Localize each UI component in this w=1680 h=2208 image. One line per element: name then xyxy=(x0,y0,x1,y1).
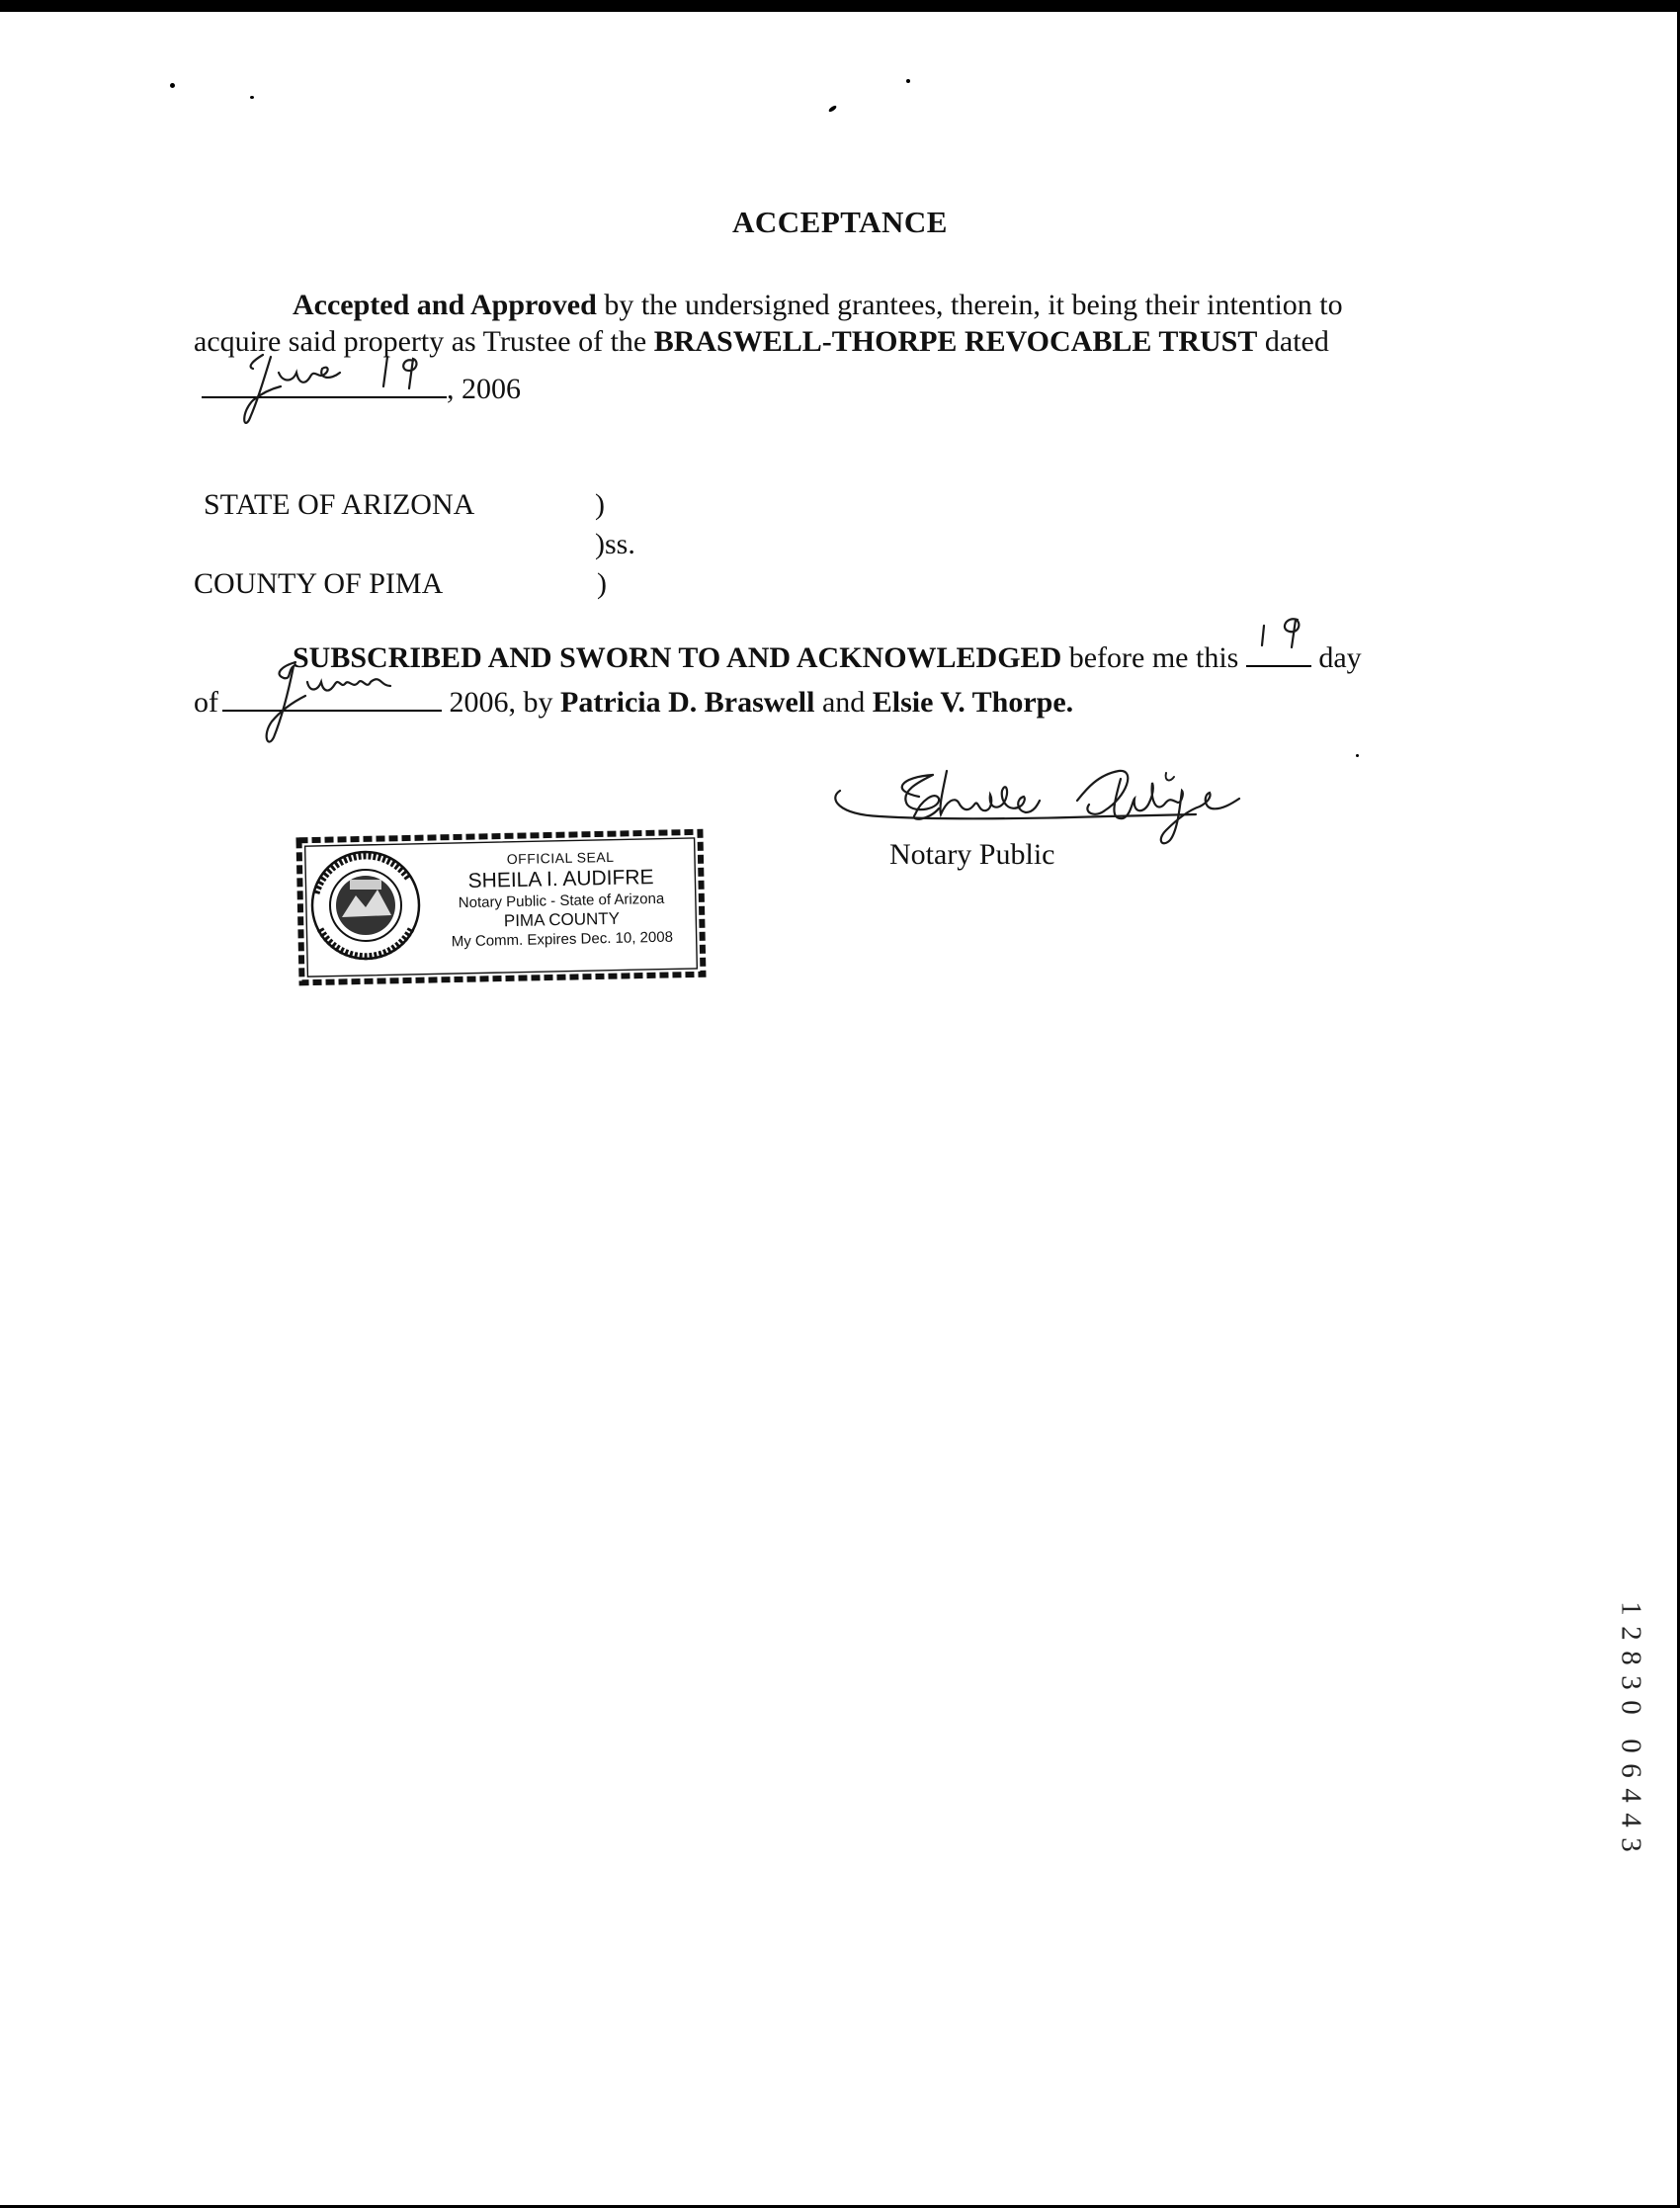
notary-public-caption: Notary Public xyxy=(889,838,1055,871)
seal-commission-expiry: My Comm. Expires Dec. 10, 2008 xyxy=(451,928,674,951)
day-handwriting xyxy=(1246,612,1325,661)
month-handwriting xyxy=(222,656,450,755)
scan-speck xyxy=(170,83,175,88)
scan-speck xyxy=(906,79,910,83)
jurat-text-1: before me this xyxy=(1061,641,1246,674)
jurat-line-2 xyxy=(194,682,1073,721)
trust-name: BRASWELL-THORPE REVOCABLE TRUST xyxy=(653,325,1258,358)
margin-number-digit: 1 xyxy=(1615,1601,1647,1616)
venue-state-paren: ) xyxy=(595,488,605,521)
scan-speck xyxy=(1356,754,1359,757)
jurat-line-1 xyxy=(293,637,1362,676)
venue-state: STATE OF ARIZONA xyxy=(204,488,475,521)
jurat-text-2: day xyxy=(1310,641,1362,674)
margin-number-digit: 3 xyxy=(1615,1675,1647,1690)
acceptance-line-3 xyxy=(202,369,521,407)
seal-county: PIMA COUNTY xyxy=(503,908,621,931)
acceptance-text-2: acquire said property as Trustee of the xyxy=(194,325,654,358)
person-1: Patricia D. Braswell xyxy=(560,686,815,719)
date-blank xyxy=(202,369,447,398)
margin-number-digit: 6 xyxy=(1615,1763,1647,1778)
margin-number-digit: 8 xyxy=(1615,1651,1647,1665)
seal-notary-name: SHEILA I. AUDIFRE xyxy=(467,866,654,893)
venue-county-paren: ) xyxy=(597,567,607,600)
person-2: Elsie V. Thorpe. xyxy=(872,686,1074,719)
jurat-lead: SUBSCRIBED AND SWORN TO AND ACKNOWLEDGED xyxy=(293,641,1062,674)
jurat-and: and xyxy=(814,686,873,719)
month-blank xyxy=(222,682,442,712)
scan-speck xyxy=(828,105,838,113)
seal-text-block xyxy=(410,847,713,952)
scan-edge-top xyxy=(0,0,1680,12)
scan-speck xyxy=(250,96,254,99)
margin-number-digit: 0 xyxy=(1615,1739,1647,1753)
document-title: ACCEPTANCE xyxy=(732,205,948,239)
margin-number-digit: 4 xyxy=(1615,1788,1647,1803)
margin-number-digit: 4 xyxy=(1615,1813,1647,1827)
venue-ss: )ss. xyxy=(595,528,635,560)
margin-number-digit: 3 xyxy=(1615,1837,1647,1852)
jurat-of: of xyxy=(194,686,218,719)
arizona-state-emblem-icon xyxy=(306,844,425,963)
acceptance-text-1: by the undersigned grantees, therein, it being their intention to xyxy=(596,289,1343,321)
margin-number-digit: 0 xyxy=(1615,1700,1647,1715)
acceptance-year: , 2006 xyxy=(447,373,521,405)
official-seal-stamp xyxy=(293,828,712,986)
venue-county: COUNTY OF PIMA xyxy=(194,567,444,600)
acceptance-line-1 xyxy=(293,287,1343,323)
margin-number-digit: 2 xyxy=(1615,1626,1647,1641)
date-handwriting xyxy=(202,343,459,432)
seal-notary-title: Notary Public - State of Arizona xyxy=(458,890,665,911)
accepted-approved-lead: Accepted and Approved xyxy=(293,289,597,321)
margin-document-number xyxy=(1611,1596,1650,1857)
acceptance-text-3: dated xyxy=(1257,325,1329,358)
day-blank xyxy=(1246,637,1311,667)
seal-official-label: OFFICIAL SEAL xyxy=(506,848,615,868)
jurat-text-3: 2006, by xyxy=(442,686,560,719)
